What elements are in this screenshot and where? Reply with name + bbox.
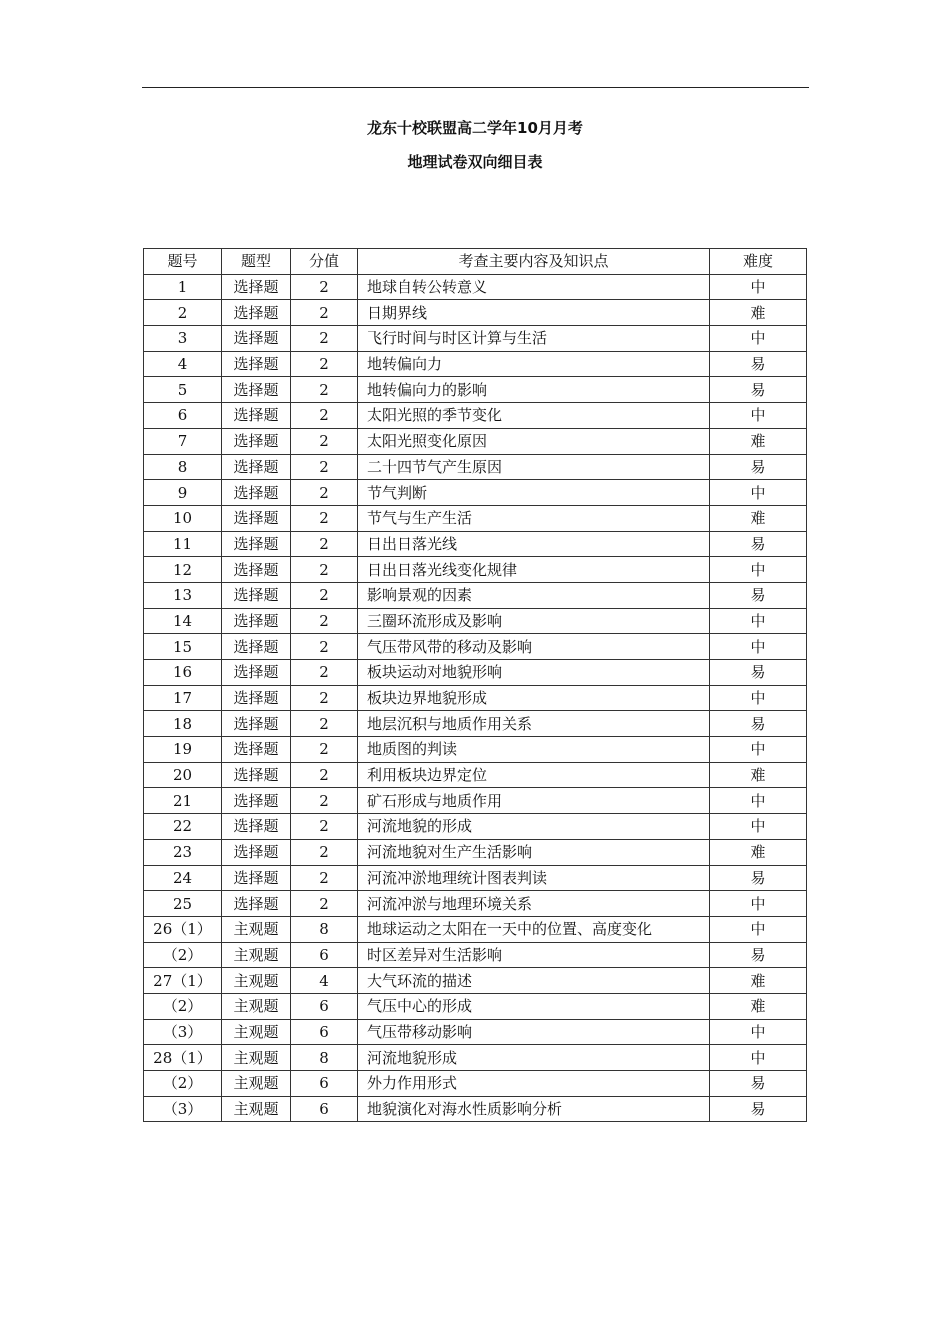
question-type-cell: 选择题 [222,351,291,377]
table-row [144,1019,807,1045]
topic-cell: 大气环流的描述 [358,968,710,994]
difficulty-cell: 难 [710,993,807,1019]
topic-cell: 矿石形成与地质作用 [358,788,710,814]
question-type-cell: 选择题 [222,891,291,917]
score-cell: 2 [291,582,358,608]
difficulty-cell: 中 [710,685,807,711]
score-cell: 6 [291,1096,358,1122]
spec-table [143,248,807,1122]
question-type-cell: 选择题 [222,326,291,352]
difficulty-cell: 难 [710,300,807,326]
question-no-cell: （2） [144,942,222,968]
topic-cell: 河流地貌形成 [358,1045,710,1071]
question-type-cell: 选择题 [222,274,291,300]
question-type-cell: 选择题 [222,660,291,686]
question-no-cell: 20 [144,762,222,788]
difficulty-cell: 易 [710,351,807,377]
table-row [144,351,807,377]
difficulty-cell: 中 [710,634,807,660]
question-no-cell: 23 [144,839,222,865]
topic-cell: 影响景观的因素 [358,582,710,608]
score-cell: 2 [291,531,358,557]
score-cell: 2 [291,274,358,300]
question-no-cell: 16 [144,660,222,686]
difficulty-cell: 易 [710,377,807,403]
difficulty-cell: 易 [710,865,807,891]
question-no-cell: （2） [144,993,222,1019]
table-row [144,942,807,968]
table-row [144,326,807,352]
table-row [144,788,807,814]
score-cell: 2 [291,762,358,788]
header-difficulty: 难度 [710,249,807,275]
score-cell: 2 [291,711,358,737]
question-type-cell: 主观题 [222,993,291,1019]
score-cell: 2 [291,685,358,711]
document-subtitle: 地理试卷双向细目表 [407,153,543,171]
question-type-cell: 选择题 [222,685,291,711]
difficulty-cell: 易 [710,660,807,686]
topic-cell: 三圈环流形成及影响 [358,608,710,634]
question-no-cell: 28（1） [144,1045,222,1071]
table-row [144,993,807,1019]
difficulty-cell: 中 [710,814,807,840]
topic-cell: 河流冲淤与地理环境关系 [358,891,710,917]
question-type-cell: 选择题 [222,582,291,608]
table-row [144,891,807,917]
score-cell: 6 [291,942,358,968]
score-cell: 2 [291,557,358,583]
score-cell: 2 [291,480,358,506]
question-type-cell: 选择题 [222,531,291,557]
question-no-cell: 9 [144,480,222,506]
score-cell: 2 [291,428,358,454]
table-row [144,865,807,891]
topic-cell: 河流地貌对生产生活影响 [358,839,710,865]
question-no-cell: （3） [144,1096,222,1122]
question-type-cell: 选择题 [222,505,291,531]
difficulty-cell: 中 [710,274,807,300]
question-no-cell: 17 [144,685,222,711]
topic-cell: 河流地貌的形成 [358,814,710,840]
difficulty-cell: 易 [710,454,807,480]
table-row [144,814,807,840]
topic-cell: 时区差异对生活影响 [358,942,710,968]
difficulty-cell: 中 [710,608,807,634]
score-cell: 2 [291,454,358,480]
question-no-cell: 21 [144,788,222,814]
header-topic: 考查主要内容及知识点 [358,249,710,275]
question-no-cell: 3 [144,326,222,352]
table-row [144,557,807,583]
topic-cell: 气压带移动影响 [358,1019,710,1045]
topic-cell: 板块运动对地貌形响 [358,660,710,686]
difficulty-cell: 难 [710,839,807,865]
table-row [144,608,807,634]
score-cell: 2 [291,839,358,865]
question-no-cell: 25 [144,891,222,917]
difficulty-cell: 中 [710,557,807,583]
table-row [144,454,807,480]
topic-cell: 太阳光照的季节变化 [358,403,710,429]
difficulty-cell: 中 [710,916,807,942]
difficulty-cell: 中 [710,480,807,506]
topic-cell: 地球自转公转意义 [358,274,710,300]
question-type-cell: 选择题 [222,428,291,454]
question-no-cell: 27（1） [144,968,222,994]
table-row [144,968,807,994]
topic-cell: 板块边界地貌形成 [358,685,710,711]
table-row [144,916,807,942]
difficulty-cell: 易 [710,942,807,968]
topic-cell: 地球运动之太阳在一天中的位置、高度变化 [358,916,710,942]
question-type-cell: 选择题 [222,377,291,403]
document-title: 龙东十校联盟高二学年10月月考 [367,119,583,137]
difficulty-cell: 中 [710,737,807,763]
difficulty-cell: 难 [710,505,807,531]
question-type-cell: 选择题 [222,762,291,788]
table-row [144,274,807,300]
topic-cell: 河流冲淤地理统计图表判读 [358,865,710,891]
difficulty-cell: 难 [710,968,807,994]
question-no-cell: 5 [144,377,222,403]
score-cell: 2 [291,788,358,814]
question-type-cell: 选择题 [222,480,291,506]
header-score: 分值 [291,249,358,275]
difficulty-cell: 中 [710,403,807,429]
topic-cell: 地转偏向力的影响 [358,377,710,403]
score-cell: 4 [291,968,358,994]
topic-cell: 飞行时间与时区计算与生活 [358,326,710,352]
question-no-cell: 18 [144,711,222,737]
question-type-cell: 主观题 [222,1019,291,1045]
question-type-cell: 主观题 [222,916,291,942]
score-cell: 2 [291,326,358,352]
table-row [144,685,807,711]
question-no-cell: 1 [144,274,222,300]
score-cell: 6 [291,1019,358,1045]
score-cell: 6 [291,993,358,1019]
table-row [144,480,807,506]
table-row [144,660,807,686]
question-type-cell: 选择题 [222,839,291,865]
question-no-cell: 11 [144,531,222,557]
table-row [144,839,807,865]
question-no-cell: 13 [144,582,222,608]
question-no-cell: 10 [144,505,222,531]
question-no-cell: 24 [144,865,222,891]
table-row [144,634,807,660]
topic-cell: 地转偏向力 [358,351,710,377]
difficulty-cell: 难 [710,428,807,454]
table-row [144,428,807,454]
topic-cell: 日期界线 [358,300,710,326]
table-row [144,403,807,429]
table-row [144,531,807,557]
table-row [144,1071,807,1097]
score-cell: 2 [291,660,358,686]
question-type-cell: 选择题 [222,788,291,814]
question-no-cell: 15 [144,634,222,660]
table-row [144,1045,807,1071]
question-no-cell: 19 [144,737,222,763]
question-type-cell: 选择题 [222,711,291,737]
question-no-cell: （2） [144,1071,222,1097]
topic-cell: 气压中心的形成 [358,993,710,1019]
score-cell: 8 [291,916,358,942]
score-cell: 6 [291,1071,358,1097]
question-no-cell: 12 [144,557,222,583]
score-cell: 2 [291,891,358,917]
difficulty-cell: 中 [710,891,807,917]
question-type-cell: 选择题 [222,865,291,891]
topic-cell: 外力作用形式 [358,1071,710,1097]
table-row [144,711,807,737]
table-row [144,737,807,763]
difficulty-cell: 中 [710,1019,807,1045]
difficulty-cell: 难 [710,762,807,788]
question-type-cell: 主观题 [222,1071,291,1097]
table-row [144,377,807,403]
difficulty-cell: 易 [710,711,807,737]
score-cell: 2 [291,505,358,531]
score-cell: 2 [291,608,358,634]
topic-cell: 日出日落光线变化规律 [358,557,710,583]
topic-cell: 地质图的判读 [358,737,710,763]
topic-cell: 日出日落光线 [358,531,710,557]
question-no-cell: 14 [144,608,222,634]
score-cell: 2 [291,737,358,763]
question-no-cell: 2 [144,300,222,326]
difficulty-cell: 易 [710,582,807,608]
difficulty-cell: 易 [710,1071,807,1097]
score-cell: 2 [291,865,358,891]
question-type-cell: 选择题 [222,737,291,763]
question-no-cell: （3） [144,1019,222,1045]
topic-cell: 气压带风带的移动及影响 [358,634,710,660]
difficulty-cell: 易 [710,531,807,557]
table-body [144,274,807,1122]
score-cell: 8 [291,1045,358,1071]
table-header-row [144,249,807,275]
table-row [144,762,807,788]
question-no-cell: 4 [144,351,222,377]
score-cell: 2 [291,351,358,377]
topic-cell: 利用板块边界定位 [358,762,710,788]
score-cell: 2 [291,634,358,660]
question-type-cell: 选择题 [222,300,291,326]
header-rule [142,87,809,88]
question-no-cell: 7 [144,428,222,454]
table-row [144,582,807,608]
table-row [144,1096,807,1122]
header-question-no: 题号 [144,249,222,275]
topic-cell: 二十四节气产生原因 [358,454,710,480]
score-cell: 2 [291,814,358,840]
topic-cell: 地貌演化对海水性质影响分析 [358,1096,710,1122]
difficulty-cell: 中 [710,326,807,352]
question-no-cell: 22 [144,814,222,840]
topic-cell: 地层沉积与地质作用关系 [358,711,710,737]
difficulty-cell: 易 [710,1096,807,1122]
question-no-cell: 8 [144,454,222,480]
score-cell: 2 [291,377,358,403]
question-type-cell: 选择题 [222,814,291,840]
question-type-cell: 选择题 [222,557,291,583]
question-type-cell: 选择题 [222,634,291,660]
score-cell: 2 [291,300,358,326]
question-type-cell: 主观题 [222,942,291,968]
question-no-cell: 26（1） [144,916,222,942]
topic-cell: 太阳光照变化原因 [358,428,710,454]
question-type-cell: 选择题 [222,608,291,634]
header-question-type: 题型 [222,249,291,275]
question-type-cell: 选择题 [222,454,291,480]
table-row [144,505,807,531]
question-no-cell: 6 [144,403,222,429]
difficulty-cell: 中 [710,1045,807,1071]
question-type-cell: 主观题 [222,1045,291,1071]
question-type-cell: 选择题 [222,403,291,429]
table-row [144,300,807,326]
topic-cell: 节气与生产生活 [358,505,710,531]
question-type-cell: 主观题 [222,1096,291,1122]
score-cell: 2 [291,403,358,429]
topic-cell: 节气判断 [358,480,710,506]
question-type-cell: 主观题 [222,968,291,994]
difficulty-cell: 中 [710,788,807,814]
